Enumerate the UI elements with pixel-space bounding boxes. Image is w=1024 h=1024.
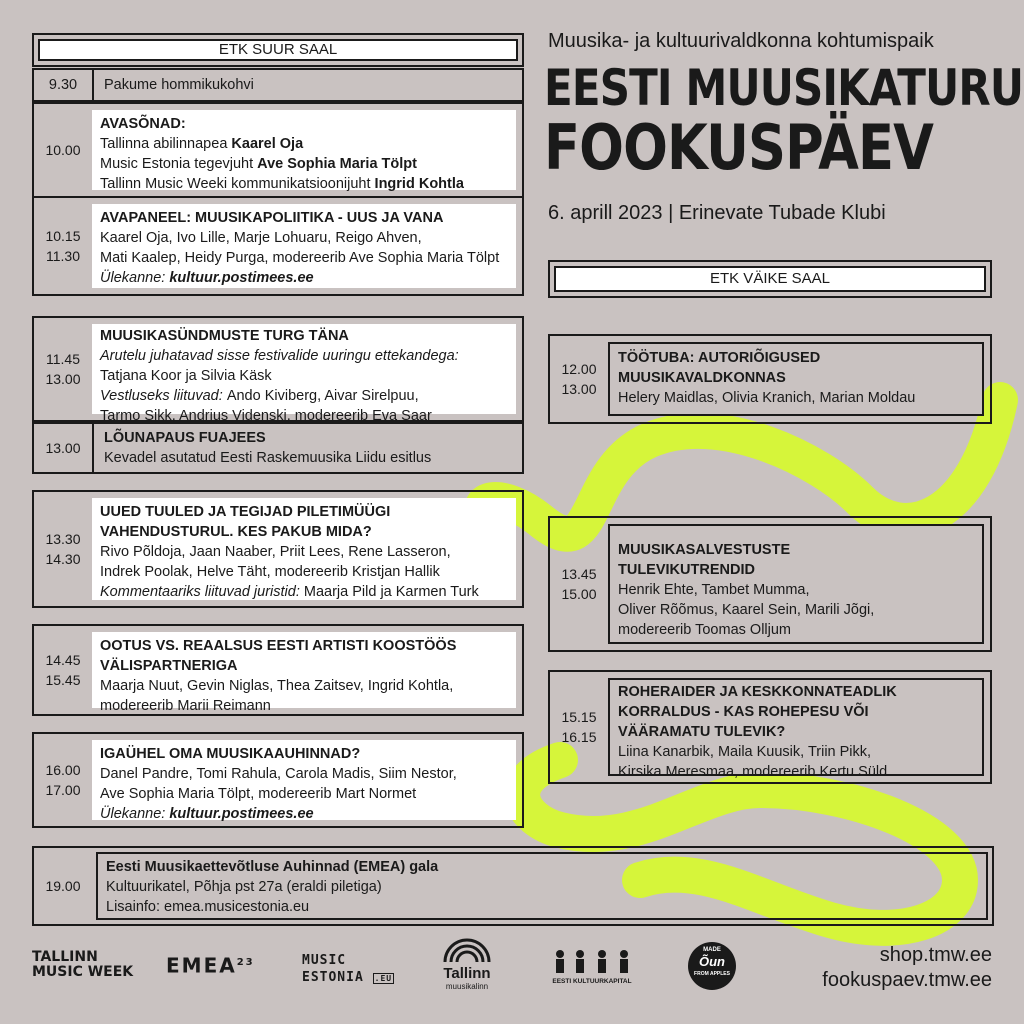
- speaker-line: Vestluseks liituvad: Ando Kiviberg, Aivar Sirelpuu,: [100, 388, 419, 404]
- session-content: [92, 498, 516, 600]
- session-content: [92, 110, 516, 190]
- speaker-line: Oliver Rõõmus, Kaarel Sein, Marili Jõgi,: [618, 602, 875, 618]
- event-title-line2: FOOKUSPÄEV: [544, 111, 934, 184]
- session-title: VÄÄRAMATU TULEVIK?: [618, 724, 786, 740]
- session-title: MUUSIKASÜNDMUSTE TURG TÄNA: [100, 328, 349, 344]
- session-salvestus: [548, 516, 992, 652]
- speaker-line: Kommentaariks liituvad juristid: Maarja Pild ja Karmen Turk: [100, 584, 479, 600]
- eesti-kultuurkapital-logo: EESTI KULTUURKAPITAL: [548, 946, 636, 986]
- broadcast-line: Ülekanne: kultuur.postimees.ee: [100, 806, 314, 822]
- speaker-line: Indrek Poolak, Helve Täht, modereerib Kristjan Hallik: [100, 564, 440, 580]
- speaker-line: Tarmo Sikk, Andrius Videnski, modereerib Eva Saar: [100, 408, 432, 424]
- speaker-line: Ave Sophia Maria Tölpt, modereerib Mart Normet: [100, 786, 417, 802]
- session-time: 13.30 14.30: [45, 531, 81, 567]
- session-title: OOTUS VS. REAALSUS EESTI ARTISTI KOOSTÖÖS: [100, 638, 457, 654]
- vaike-saal-header: [548, 260, 992, 298]
- session-title: KORRALDUS - KAS ROHEPESU VÕI: [618, 704, 869, 720]
- session-content: [92, 632, 516, 714]
- session-gala: [32, 846, 994, 926]
- music-estonia-logo: MUSIC ESTONIA .EU: [302, 953, 393, 985]
- fookuspaev-link[interactable]: fookuspaev.tmw.ee: [822, 969, 992, 991]
- session-content: [92, 324, 516, 424]
- event-title-line1: EESTI MUUSIKATURU: [544, 59, 1024, 117]
- footer-links: [822, 943, 992, 993]
- session-time: 9.30: [48, 77, 78, 93]
- session-title: VAHENDUSTURUL. KES PAKUB MIDA?: [100, 524, 372, 540]
- speaker-line: Mati Kaalep, Heidy Purga, modereerib Ave Sophia Maria Tölpt: [100, 250, 500, 266]
- session-title: IGAÜHEL OMA MUUSIKAAUHINNAD?: [100, 746, 361, 762]
- event-subtitle: Muusika- ja kultuurivaldkonna kohtumispaik: [548, 30, 934, 52]
- session-time: 13.45 15.00: [561, 566, 597, 602]
- session-title: TULEVIKUTRENDID: [618, 562, 755, 578]
- speaker-line: Arutelu juhatavad sisse festivalide uuringu ettekandega:: [100, 348, 459, 364]
- session-turg: [32, 316, 524, 422]
- emea-logo: EMEA$^{23}$: [166, 953, 255, 978]
- event-date-venue: 6. aprill 2023 | Erinevate Tubade Klubi: [548, 202, 886, 224]
- session-content: [92, 204, 516, 288]
- session-time: 12.00 13.00: [561, 361, 597, 397]
- session-content: [608, 524, 984, 644]
- session-time: 15.15 16.15: [561, 709, 597, 745]
- speaker-line: modereerib Marii Reimann: [100, 698, 271, 714]
- session-tootuba: [548, 334, 992, 424]
- speaker-line: Helery Maidlas, Olivia Kranich, Marian Moldau: [618, 390, 916, 406]
- session-avasonad: [32, 102, 524, 198]
- session-time: 13.00: [45, 440, 81, 456]
- broadcast-link[interactable]: kultuur.postimees.ee: [169, 806, 314, 822]
- speaker-line: modereerib Toomas Olljum: [618, 622, 791, 638]
- session-content: [608, 678, 984, 780]
- session-location: Kultuurikatel, Põhja pst 27a (eraldi piletiga): [106, 879, 382, 895]
- speaker-line: Kaarel Oja, Ivo Lille, Marje Lohuaru, Reigo Ahven,: [100, 230, 422, 246]
- session-time: 10.00: [45, 142, 81, 158]
- speaker-line: Henrik Ehte, Tambet Mumma,: [618, 582, 810, 598]
- tallinn-muusikalinn-logo: Tallinn muusikalinn: [440, 938, 494, 991]
- speaker-line: Tallinna abilinnapea Kaarel Oja: [100, 136, 304, 152]
- session-lounapaus: [32, 422, 524, 474]
- suur-saal-header-label: ETK SUUR SAAL: [218, 41, 338, 58]
- session-auhinnad: [32, 732, 524, 828]
- session-time: 16.00 17.00: [45, 762, 81, 798]
- broadcast-line: Ülekanne: kultuur.postimees.ee: [100, 270, 314, 286]
- speaker-line: Tallinn Music Weeki kommunikatsioonijuht Ingrid Kohtla: [100, 176, 464, 192]
- tallinn-music-week-logo: TALLINN MUSIC WEEK: [32, 949, 134, 980]
- session-title: UUED TUULED JA TEGIJAD PILETIMÜÜGI: [100, 504, 391, 520]
- session-title: Eesti Muusikaettevõtluse Auhinnad (EMEA) gala: [106, 859, 439, 875]
- session-title: MUUSIKAVALDKONNAS: [618, 370, 786, 386]
- broadcast-link[interactable]: kultuur.postimees.ee: [169, 270, 314, 286]
- session-info-link[interactable]: Lisainfo: emea.musicestonia.eu: [106, 899, 310, 915]
- session-content: [608, 342, 984, 416]
- session-ootus: [32, 624, 524, 716]
- session-title: TÖÖTUBA: AUTORIÕIGUSED: [618, 350, 821, 366]
- session-title: AVAPANEEL: MUUSIKAPOLIITIKA - UUS JA VANA: [100, 210, 444, 226]
- session-avapaneel: [32, 196, 524, 296]
- session-content: [92, 740, 516, 820]
- speaker-line: Tatjana Koor ja Silvia Käsk: [100, 368, 272, 384]
- session-content: [96, 852, 988, 920]
- session-time: 10.15 11.30: [45, 228, 81, 264]
- vaike-saal-header-label: ETK VÄIKE SAAL: [709, 270, 831, 287]
- session-title: VÄLISPARTNERIGA: [100, 658, 238, 674]
- session-time: 14.45 15.45: [45, 652, 81, 688]
- session-roheraider: [548, 670, 992, 784]
- session-time: 11.45 13.00: [45, 351, 81, 387]
- speaker-line: Maarja Nuut, Gevin Niglas, Thea Zaitsev, Ingrid Kohtla,: [100, 678, 454, 694]
- kultuurkapital-figures-icon: [550, 946, 634, 974]
- session-text: Pakume hommikukohvi: [92, 70, 254, 100]
- session-piletid: [32, 490, 524, 608]
- session-title: ROHERAIDER JA KESKKONNATEADLIK: [618, 684, 897, 700]
- session-description: Kevadel asutatud Eesti Raskemuusika Liidu esitlus: [104, 450, 432, 466]
- speaker-line: Danel Pandre, Tomi Rahula, Carola Madis, Siim Nestor,: [100, 766, 457, 782]
- session-title: AVASÕNAD:: [100, 116, 186, 132]
- speaker-line: Music Estonia tegevjuht Ave Sophia Maria Tölpt: [100, 156, 417, 172]
- speaker-line: Rivo Põldoja, Jaan Naaber, Priit Lees, Rene Lasseron,: [100, 544, 451, 560]
- speaker-line: Kirsika Meresmaa, modereerib Kertu Süld: [618, 764, 888, 780]
- event-title: [544, 58, 1024, 184]
- session-title: LÕUNAPAUS FUAJEES: [104, 430, 266, 446]
- speaker-line: Liina Kanarbik, Maila Kuusik, Triin Pikk,: [618, 744, 872, 760]
- session-time: 19.00: [45, 878, 81, 894]
- session-title: MUUSIKASALVESTUSTE: [618, 542, 791, 558]
- arches-icon: [442, 938, 492, 962]
- made-from-apples-logo: MADE Õun FROM APPLES: [688, 942, 736, 990]
- session-content: [92, 424, 522, 472]
- suur-saal-header: [32, 33, 524, 67]
- session-breakfast: [32, 68, 524, 102]
- shop-link[interactable]: shop.tmw.ee: [879, 944, 992, 966]
